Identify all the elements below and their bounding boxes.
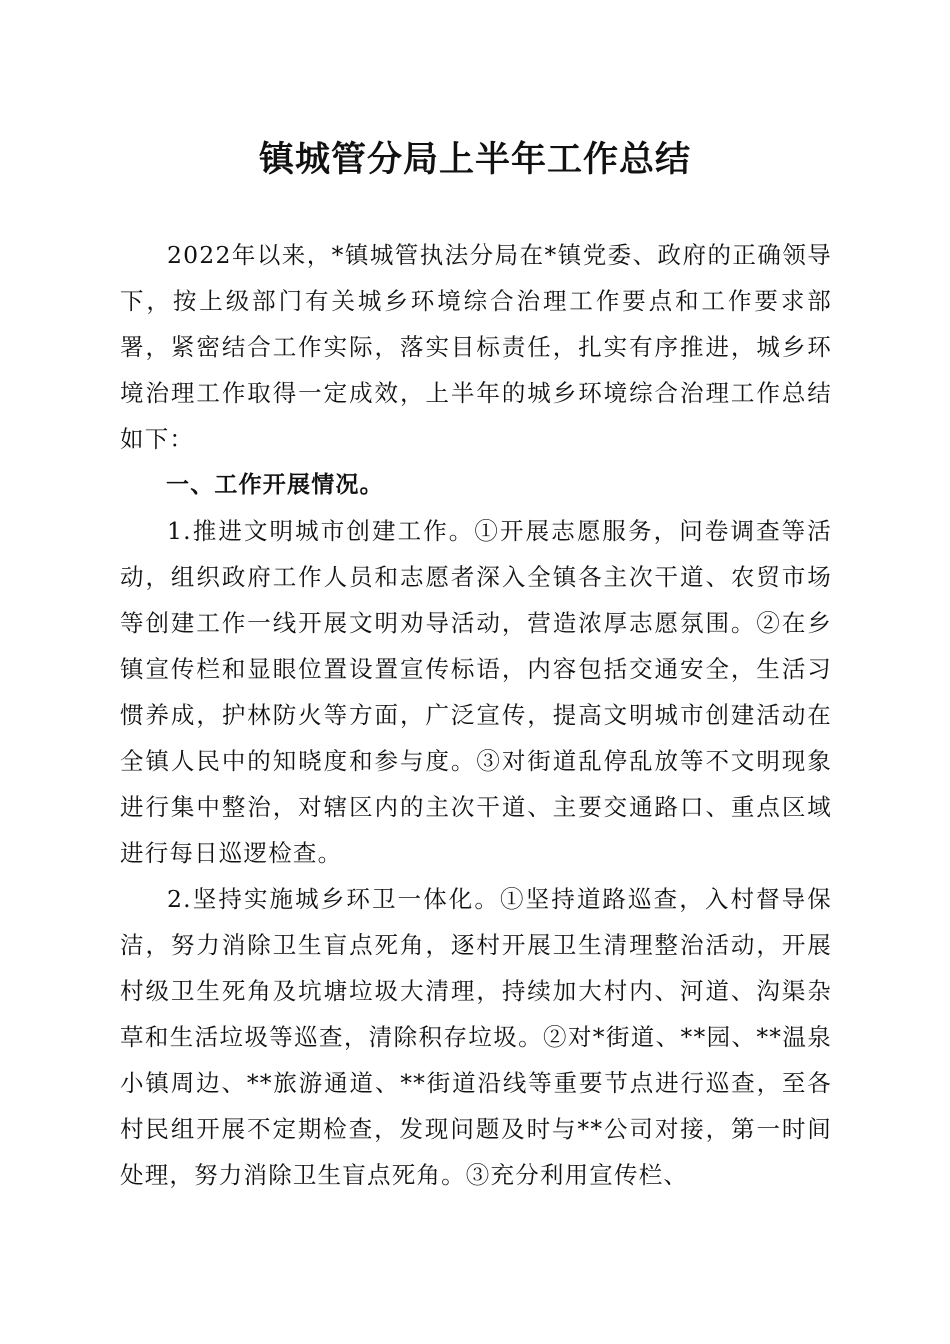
item-2-paragraph: 2.坚持实施城乡环卫一体化。①坚持道路巡查，入村督导保洁，努力消除卫生盲点死角，逐村开展卫生清理整治活动，开展村级卫生死角及坑塘垃圾大清理，持续加大村内、河道、沟渠杂草和生活垃圾等巡查，清除积存垃圾。②对*街道、**园、**温泉小镇周边、**旅游通道、**街道沿线等重要节点进行巡查，至各村民组开展不定期检查，发现问题及时与**公司对接，第一时间处理，努力消除卫生盲点死角。③充分利用宣传栏、 bbox=[120, 885, 832, 1189]
item-1-paragraph: 1.推进文明城市创建工作。①开展志愿服务，问卷调查等活动，组织政府工作人员和志愿者深入全镇各主次干道、农贸市场等创建工作一线开展文明劝导活动，营造浓厚志愿氛围。②在乡镇宣传栏和显眼位置设置宣传标语，内容包括交通安全，生活习惯养成，护林防火等方面，广泛宣传，提高文明城市创建活动在全镇人民中的知晓度和参与度。③对街道乱停乱放等不文明现象进行集中整治，对辖区内的主次干道、主要交通路口、重点区域进行每日巡逻检查。 bbox=[120, 517, 832, 867]
intro-paragraph: 2022年以来，*镇城管执法分局在*镇党委、政府的正确领导下，按上级部门有关城乡环境综合治理工作要点和工作要求部署，紧密结合工作实际，落实目标责任，扎实有序推进，城乡环境治理工作取得一定成效，上半年的城乡环境综合治理工作总结如下： bbox=[120, 241, 832, 453]
document-body bbox=[120, 232, 832, 1198]
document-title: 镇城管分局上半年工作总结 bbox=[258, 139, 691, 180]
section-heading: 一、工作开展情况。 bbox=[166, 472, 384, 498]
